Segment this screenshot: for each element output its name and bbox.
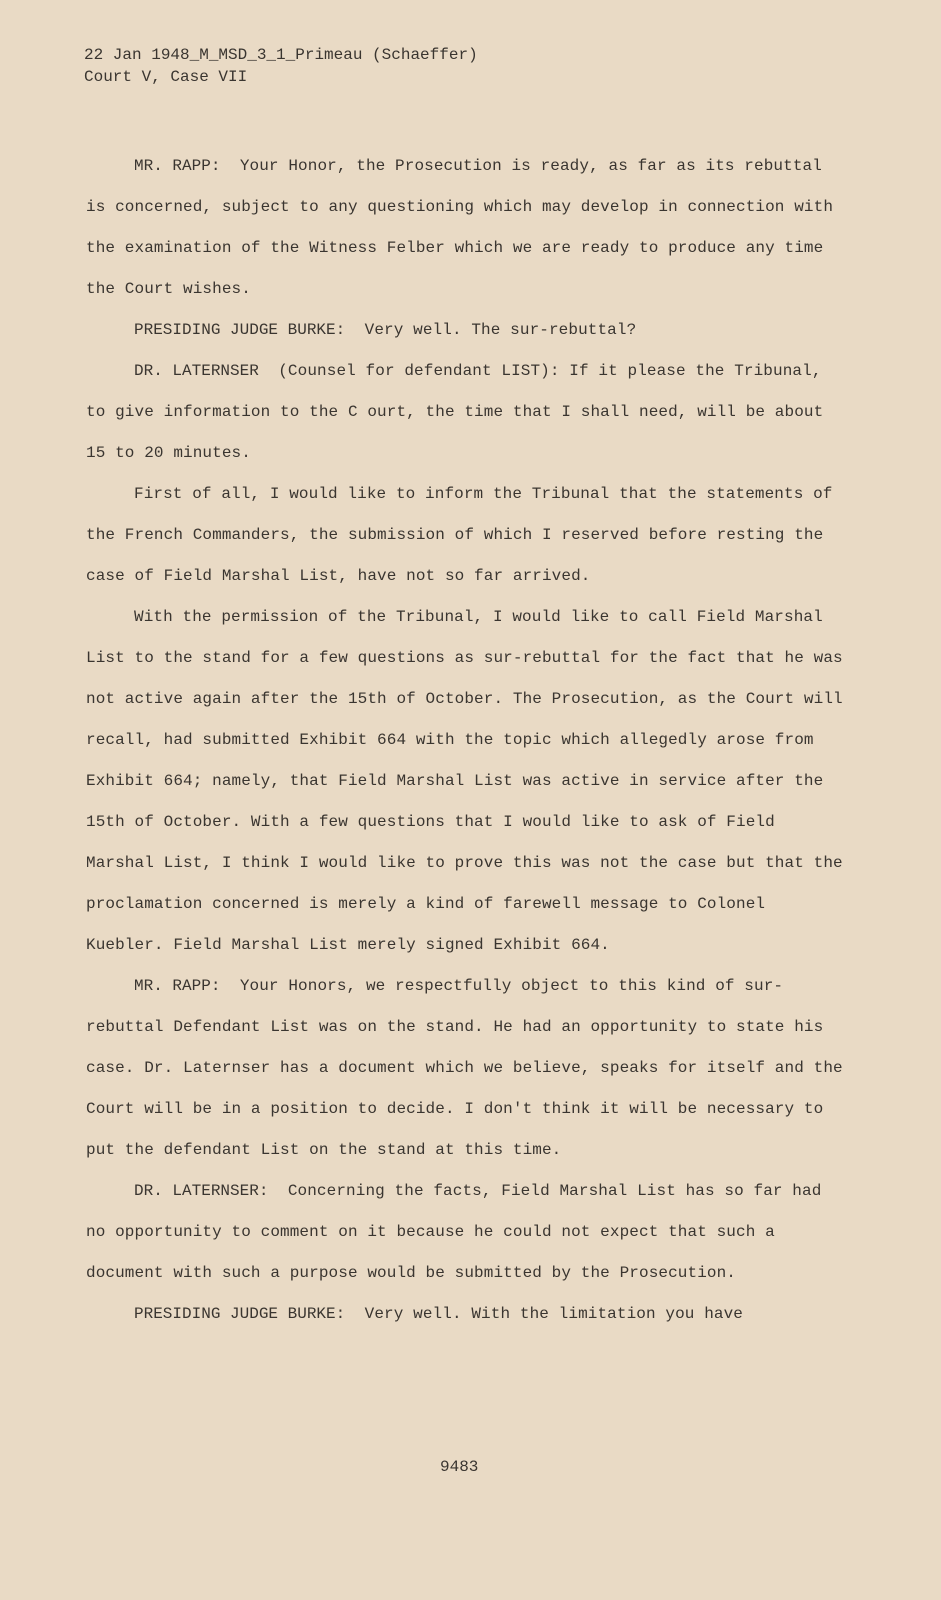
paragraph-text: With the permission of the Tribunal, I would like to call Field Marshal List to the stand for a few questions as sur-rebuttal for the fact that he was not active again after the 15th of October. The Prosecution, as the Court will recall, had submitted Exhibit 664 with the topic which allegedly arose from Exhibit 664; namely, that Field Marshal List was active in service after the 15th of October. With a few questions that I would like to ask of Field Marshal List, I think I would like to prove this was not the case but that the proclamation concerned is merely a kind of farewell message to Colonel Kuebler. Field Marshal List merely signed Exhibit 664.: [86, 608, 843, 954]
paragraph-burke-1: [86, 310, 846, 351]
speaker-label: MR. RAPP:: [134, 977, 221, 995]
paragraph-laternser-1: [86, 351, 846, 474]
header-date-line: 22 Jan 1948_M_MSD_3_1_Primeau (Schaeffer): [84, 46, 478, 64]
speaker-label: PRESIDING JUDGE BURKE:: [134, 1305, 346, 1323]
header-court-line: Court V, Case VII: [84, 68, 248, 86]
paragraph-text: Your Honors, we respectfully object to this kind of sur-rebuttal Defendant List was on the stand. He had an opportunity to state his case. Dr. Laternser has a document which we believe, speaks for itself and the Court will be in a position to decide. I don't think it will be necessary to put the defendant List on the stand at this time.: [86, 977, 843, 1159]
paragraph-laternser-3: [86, 597, 846, 966]
paragraph-burke-2: [86, 1294, 846, 1335]
paragraph-text: (Counsel for defendant LIST): If it please the Tribunal, to give information to the C ourt, the time that I shall need, will be about 15 to 20 minutes.: [86, 362, 824, 462]
page-number: 9483: [440, 1458, 479, 1476]
speaker-label: DR. LATERNSER:: [134, 1182, 269, 1200]
paragraph-text: Very well. The sur-rebuttal?: [364, 321, 637, 339]
paragraph-text: First of all, I would like to inform the Tribunal that the statements of the French Commanders, the submission of which I reserved before resting the case of Field Marshal List, have not so far arrived.: [86, 485, 833, 585]
document-header: [84, 44, 478, 88]
paragraph-laternser-2: [86, 474, 846, 597]
paragraph-text: Concerning the facts, Field Marshal List has so far had no opportunity to comment on it because he could not expect that such a document with such a purpose would be submitted by the Prosecution.: [86, 1182, 822, 1282]
speaker-label: DR. LATERNSER: [134, 362, 259, 380]
paragraph-rapp-1: [86, 146, 846, 310]
speaker-label: MR. RAPP:: [134, 157, 221, 175]
paragraph-rapp-2: [86, 966, 846, 1171]
paragraph-text: Very well. With the limitation you have: [364, 1305, 744, 1323]
paragraph-text: Your Honor, the Prosecution is ready, as far as its rebuttal is concerned, subject to any questioning which may develop in connection with the examination of the Witness Felber which we are ready to produce any time the Court wishes.: [86, 157, 834, 298]
transcript-body: [86, 146, 846, 1335]
speaker-label: PRESIDING JUDGE BURKE:: [134, 321, 346, 339]
paragraph-laternser-4: [86, 1171, 846, 1294]
